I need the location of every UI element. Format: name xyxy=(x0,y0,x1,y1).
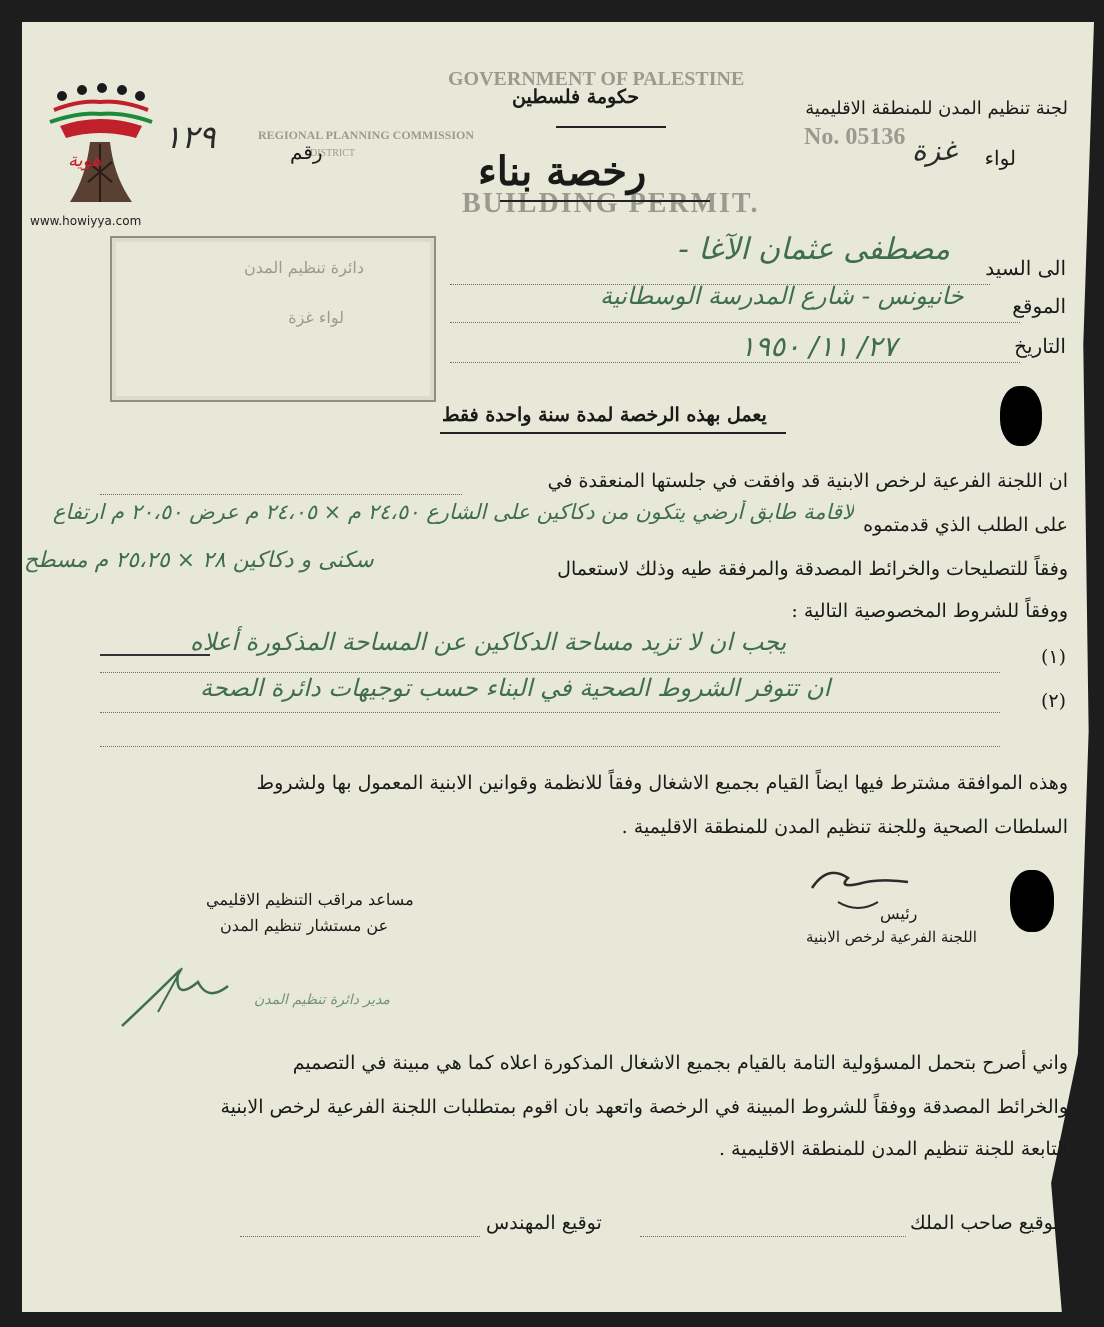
office-stamp xyxy=(110,236,436,402)
cond1-num: (١) xyxy=(1040,646,1066,668)
header-rule xyxy=(556,126,666,128)
location-label: الموقع xyxy=(1012,294,1066,318)
logo-text: هوية xyxy=(68,150,102,171)
assistant-title: مساعد مراقب التنظيم الاقليمي xyxy=(206,890,414,909)
english-government: GOVERNMENT OF PALESTINE xyxy=(448,68,745,90)
english-number: No. 05136 xyxy=(804,124,906,150)
chairman-title: رئيس xyxy=(880,904,918,923)
body-line4: ووفقاً للشروط المخصوصية التالية : xyxy=(791,600,1068,622)
assistant-subtitle: عن مستشار تنظيم المدن xyxy=(220,916,389,935)
permit-title: رخصة بناء xyxy=(478,148,647,195)
chairman-subtitle: اللجنة الفرعية لرخص الابنية xyxy=(806,928,977,946)
title-rule xyxy=(500,200,710,202)
date-value: ٢٧/ ١١/ ١٩٥٠ xyxy=(740,330,897,363)
cond2-num: (٢) xyxy=(1040,690,1066,712)
cond2-rule xyxy=(100,712,1000,713)
committee-name: لجنة تنظيم المدن للمنطقة الاقليمية xyxy=(805,98,1068,119)
owner-signature-label: توقيع صاحب الملك xyxy=(910,1212,1059,1234)
cond1-stroke xyxy=(100,654,210,656)
declaration-line2: والخرائط المصدقة ووفقاً للشروط المبينة في الرخصة واتعهد بان اقوم بمتطلبات اللجنة الفرعية لرخص الابنية xyxy=(220,1096,1068,1118)
government-name: حكومة فلسطين xyxy=(512,86,640,108)
english-district: DISTRICT xyxy=(310,148,355,159)
engineer-signature-label: توقيع المهندس xyxy=(486,1212,602,1234)
body-line3-value: سكنى و دكاكين ٢٨ × ٢٥،٢٥ م مسطح xyxy=(24,548,374,573)
watermark-url: www.howiyya.com xyxy=(30,214,142,228)
english-regional: REGIONAL PLANNING COMMISSION xyxy=(258,128,475,142)
cond3-rule xyxy=(100,746,1000,747)
body-line2-label: على الطلب الذي قدمتموه xyxy=(863,514,1068,536)
agreement-line1: وهذه الموافقة مشترط فيها ايضاً القيام بجميع الاشغال وفقاً للانظمة وقوانين الابنية المعمول بها ولشروط xyxy=(256,772,1068,794)
agreement-line2: السلطات الصحية وللجنة تنظيم المدن للمنطقة الاقليمية . xyxy=(621,816,1068,838)
validity-note: يعمل بهذه الرخصة لمدة سنة واحدة فقط xyxy=(442,404,767,426)
date-line xyxy=(450,362,1020,363)
cond2-text: ان تتوفر الشروط الصحية في البناء حسب توجيهات دائرة الصحة xyxy=(200,674,831,702)
date-label: التاريخ xyxy=(1014,334,1066,358)
engineer-signature-line xyxy=(240,1236,480,1237)
assistant-stamp: مدير دائرة تنظيم المدن xyxy=(254,992,390,1008)
body-line1: ان اللجنة الفرعية لرخص الابنية قد وافقت في جلستها المنعقدة في xyxy=(547,470,1068,492)
binder-hole-top xyxy=(1000,386,1042,446)
howiyya-logo xyxy=(40,82,160,214)
body-line3-label: وفقاً للتصليحات والخرائط المصدقة والمرفقة طيه وذلك لاستعمال xyxy=(557,558,1068,580)
cond1-rule xyxy=(100,672,1000,673)
number-label: رقم xyxy=(290,140,323,164)
location-value: خانيونس - شارع المدرسة الوسطانية xyxy=(600,282,964,310)
body-line1-rule xyxy=(100,494,462,495)
cond1-text: يجب ان لا تزيد مساحة الدكاكين عن المساحة المذكورة أعلاه xyxy=(190,628,787,656)
to-label: الى السيد xyxy=(985,256,1066,280)
stamp-line1: دائرة تنظيم المدن xyxy=(243,258,364,277)
location-line xyxy=(450,322,1020,323)
number-value: ١٢٩ xyxy=(164,118,216,156)
binder-hole-bottom xyxy=(1010,870,1054,932)
body-line2-value: لاقامة طابق أرضي يتكون من دكاكين على الشارع ٢٤،٥٠ م × ٢٤،٠٥ م عرض ٢٠،٥٠ م ارتفاع xyxy=(52,500,854,524)
declaration-line1: واني أصرح بتحمل المسؤولية التامة بالقيام بجميع الاشغال المذكورة اعلاه كما هي مبينة في التصميم xyxy=(292,1052,1068,1074)
stamp-line2: لواء غزة xyxy=(288,308,344,327)
owner-signature-line xyxy=(640,1236,906,1237)
district-value: غزة xyxy=(912,134,957,167)
english-title: BUILDING PERMIT. xyxy=(462,188,760,219)
to-value: مصطفى عثمان الآغا - xyxy=(678,232,951,267)
declaration-line3: التابعة للجنة تنظيم المدن للمنطقة الاقليمية . xyxy=(718,1138,1068,1160)
validity-underline xyxy=(440,432,786,434)
district-label: لواء xyxy=(984,146,1016,170)
assistant-signature xyxy=(118,962,238,1032)
